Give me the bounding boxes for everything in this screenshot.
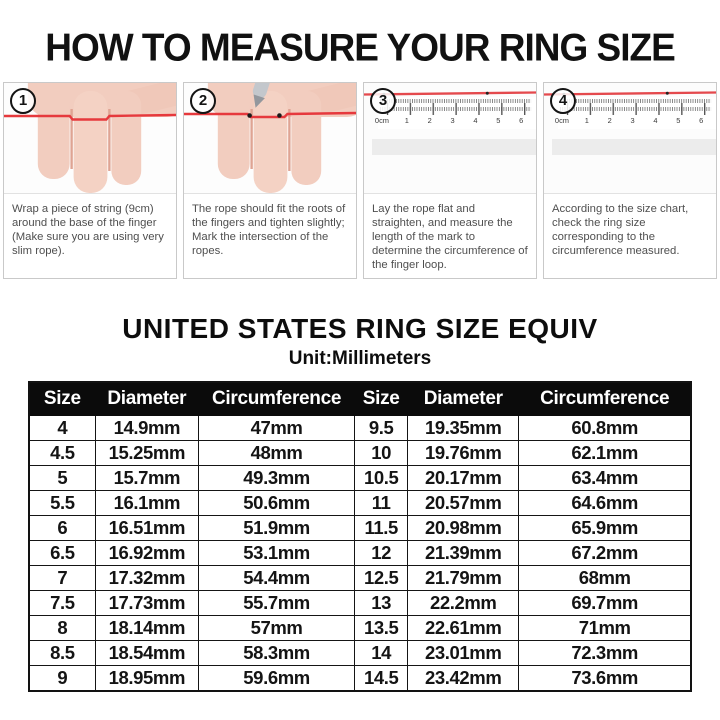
table-cell: 11 xyxy=(355,491,408,516)
table-cell: 21.39mm xyxy=(408,541,519,566)
step-panel-3 xyxy=(363,82,537,279)
table-row xyxy=(29,641,691,666)
column-header-diameter-left: Diameter xyxy=(95,382,198,416)
svg-text:5: 5 xyxy=(676,115,681,126)
table-cell: 12 xyxy=(355,541,408,566)
table-cell: 18.54mm xyxy=(95,641,198,666)
table-row xyxy=(29,566,691,591)
table-cell: 8.5 xyxy=(29,641,95,666)
table-cell: 71mm xyxy=(519,616,691,641)
table-cell: 72.3mm xyxy=(519,641,691,666)
table-cell: 19.76mm xyxy=(408,441,519,466)
ring-size-table-body xyxy=(29,416,691,692)
table-cell: 18.95mm xyxy=(95,666,198,692)
step-3-photo xyxy=(364,83,536,194)
table-row xyxy=(29,441,691,466)
table-cell: 49.3mm xyxy=(198,466,354,491)
column-header-circumference-right: Circumference xyxy=(519,382,691,416)
table-cell: 57mm xyxy=(198,616,354,641)
table-cell: 13.5 xyxy=(355,616,408,641)
table-cell: 69.7mm xyxy=(519,591,691,616)
table-cell: 55.7mm xyxy=(198,591,354,616)
table-cell: 67.2mm xyxy=(519,541,691,566)
table-row xyxy=(29,491,691,516)
page-title: HOW TO MEASURE YOUR RING SIZE xyxy=(45,25,675,69)
table-cell: 12.5 xyxy=(355,566,408,591)
svg-text:4: 4 xyxy=(473,115,478,126)
table-cell: 13 xyxy=(355,591,408,616)
table-cell: 16.51mm xyxy=(95,516,198,541)
table-cell: 60.8mm xyxy=(519,416,691,441)
table-cell: 20.98mm xyxy=(408,516,519,541)
svg-text:5: 5 xyxy=(496,115,501,126)
table-header xyxy=(29,382,691,416)
step-1-number-badge: 1 xyxy=(10,88,36,114)
svg-text:1: 1 xyxy=(584,115,589,126)
table-cell: 5 xyxy=(29,466,95,491)
step-4-number-badge: 4 xyxy=(550,88,576,114)
table-cell: 48mm xyxy=(198,441,354,466)
table-cell: 9 xyxy=(29,666,95,692)
svg-text:4: 4 xyxy=(653,115,658,126)
table-cell: 47mm xyxy=(198,416,354,441)
table-cell: 21.79mm xyxy=(408,566,519,591)
table-cell: 23.01mm xyxy=(408,641,519,666)
table-cell: 22.61mm xyxy=(408,616,519,641)
table-cell: 10 xyxy=(355,441,408,466)
svg-text:2: 2 xyxy=(427,115,432,126)
svg-text:2: 2 xyxy=(607,115,612,126)
table-cell: 50.6mm xyxy=(198,491,354,516)
svg-text:6: 6 xyxy=(519,115,524,126)
table-cell: 15.7mm xyxy=(95,466,198,491)
table-cell: 53.1mm xyxy=(198,541,354,566)
step-1-caption: Wrap a piece of string (9cm) around the base of the finger (Make sure you are using very slim rope). xyxy=(12,203,164,257)
step-panel-2 xyxy=(183,82,357,279)
step-2-photo xyxy=(184,83,356,194)
table-cell: 22.2mm xyxy=(408,591,519,616)
table-row xyxy=(29,516,691,541)
table-cell: 17.32mm xyxy=(95,566,198,591)
table-header-row xyxy=(29,382,691,416)
svg-text:0cm: 0cm xyxy=(554,115,570,126)
svg-text:0cm: 0cm xyxy=(374,115,390,126)
table-cell: 23.42mm xyxy=(408,666,519,692)
table-cell: 6 xyxy=(29,516,95,541)
step-4-caption: According to the size chart, check the ring size corresponding to the circumference measured. xyxy=(552,203,689,257)
step-2-number-badge: 2 xyxy=(190,88,216,114)
table-cell: 16.92mm xyxy=(95,541,198,566)
table-cell: 17.73mm xyxy=(95,591,198,616)
step-3-number-badge: 3 xyxy=(370,88,396,114)
table-cell: 18.14mm xyxy=(95,616,198,641)
table-cell: 10.5 xyxy=(355,466,408,491)
size-chart-unit: Unit:Millimeters xyxy=(288,348,432,369)
table-cell: 7 xyxy=(29,566,95,591)
svg-text:3: 3 xyxy=(450,115,455,126)
table-cell: 9.5 xyxy=(355,416,408,441)
table-cell: 15.25mm xyxy=(95,441,198,466)
column-header-size-right: Size xyxy=(355,382,408,416)
table-row xyxy=(29,666,691,692)
table-cell: 16.1mm xyxy=(95,491,198,516)
svg-text:6: 6 xyxy=(699,115,704,126)
table-row xyxy=(29,591,691,616)
step-4-photo xyxy=(544,83,716,194)
table-cell: 63.4mm xyxy=(519,466,691,491)
column-header-size-left: Size xyxy=(29,382,95,416)
size-chart-header xyxy=(0,313,720,370)
table-cell: 54.4mm xyxy=(198,566,354,591)
table-row xyxy=(29,616,691,641)
column-header-circumference-left: Circumference xyxy=(198,382,354,416)
table-cell: 6.5 xyxy=(29,541,95,566)
steps-row xyxy=(0,82,720,279)
table-cell: 4 xyxy=(29,416,95,441)
table-cell: 14 xyxy=(355,641,408,666)
step-3-caption: Lay the rope flat and straighten, and measure the length of the mark to determine the circumference of the finger loop. xyxy=(372,203,528,271)
step-panel-1 xyxy=(3,82,177,279)
ring-size-table xyxy=(28,381,692,692)
column-header-diameter-right: Diameter xyxy=(408,382,519,416)
step-panel-4 xyxy=(543,82,717,279)
svg-text:3: 3 xyxy=(630,115,635,126)
table-cell: 20.17mm xyxy=(408,466,519,491)
table-cell: 59.6mm xyxy=(198,666,354,692)
table-row xyxy=(29,416,691,441)
table-cell: 11.5 xyxy=(355,516,408,541)
table-cell: 19.35mm xyxy=(408,416,519,441)
step-2-caption: The rope should fit the roots of the fingers and tighten slightly; Mark the intersection of the ropes. xyxy=(192,203,346,257)
table-cell: 14.9mm xyxy=(95,416,198,441)
table-cell: 7.5 xyxy=(29,591,95,616)
table-cell: 68mm xyxy=(519,566,691,591)
size-chart-title: UNITED STATES RING SIZE EQUIV xyxy=(122,313,598,344)
table-cell: 58.3mm xyxy=(198,641,354,666)
svg-text:1: 1 xyxy=(404,115,409,126)
step-1-photo xyxy=(4,83,176,194)
table-cell: 51.9mm xyxy=(198,516,354,541)
table-row xyxy=(29,541,691,566)
table-cell: 73.6mm xyxy=(519,666,691,692)
table-cell: 4.5 xyxy=(29,441,95,466)
table-cell: 64.6mm xyxy=(519,491,691,516)
table-cell: 5.5 xyxy=(29,491,95,516)
table-cell: 8 xyxy=(29,616,95,641)
table-cell: 20.57mm xyxy=(408,491,519,516)
table-cell: 62.1mm xyxy=(519,441,691,466)
table-cell: 14.5 xyxy=(355,666,408,692)
table-row xyxy=(29,466,691,491)
table-cell: 65.9mm xyxy=(519,516,691,541)
